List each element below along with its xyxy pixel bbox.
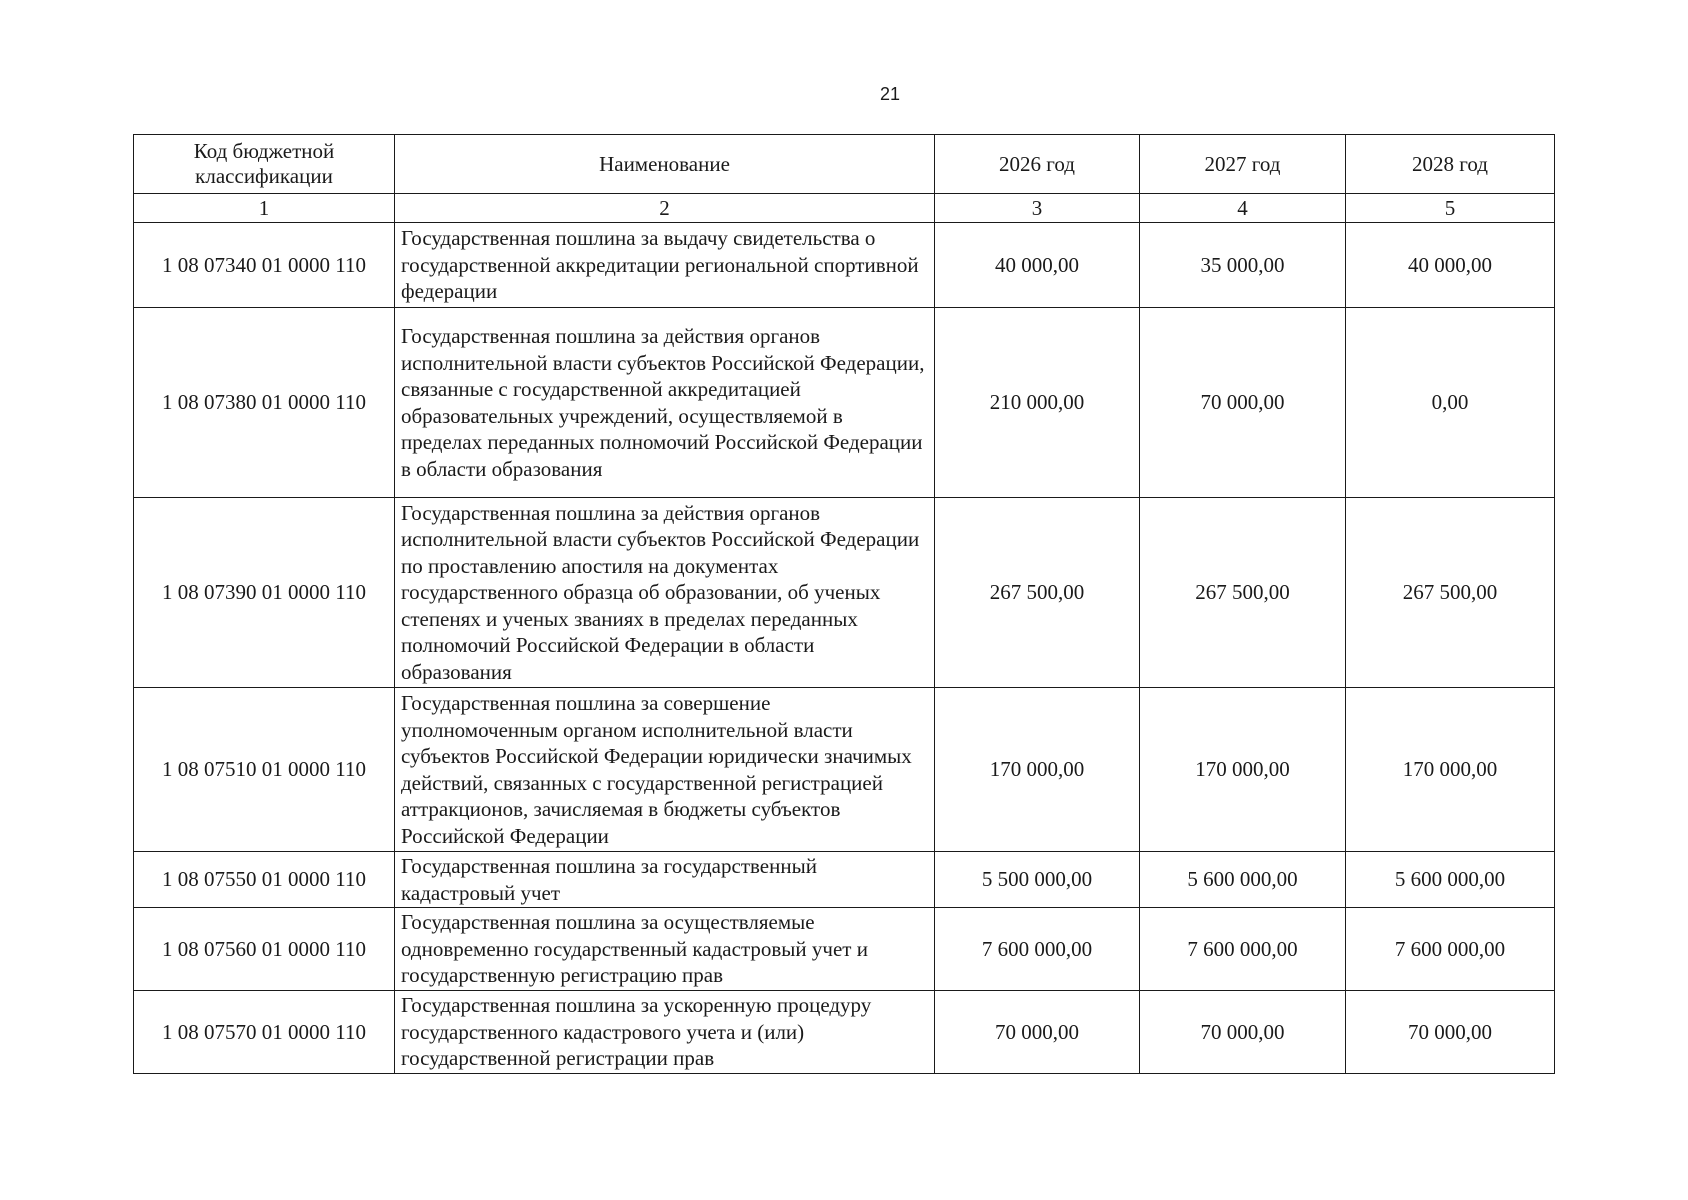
- row-code: 1 08 07340 01 0000 110: [134, 223, 395, 308]
- row-value-2027: 70 000,00: [1140, 991, 1346, 1074]
- row-code: 1 08 07560 01 0000 110: [134, 908, 395, 991]
- header-code: Код бюджетной классификации: [134, 135, 395, 194]
- row-name: Государственная пошлина за действия органов исполнительной власти субъектов Российской Федерации, связанные с государственной аккредитацией образовательных учреждений, осуществляемой в пределах переданных полномочий Российской Федерации в области образования: [395, 308, 935, 498]
- row-name: Государственная пошлина за совершение уполномоченным органом исполнительной власти субъектов Российской Федерации юридически значимых действий, связанных с государственной регистрацией аттракционов, зачисляемая в бюджеты субъектов Российской Федерации: [395, 688, 935, 852]
- row-name: Государственная пошлина за осуществляемые одновременно государственный кадастровый учет и государственную регистрацию прав: [395, 908, 935, 991]
- row-value-2028: 70 000,00: [1346, 991, 1555, 1074]
- column-number: 3: [935, 194, 1140, 223]
- page-number: 21: [879, 84, 901, 104]
- row-code: 1 08 07510 01 0000 110: [134, 688, 395, 852]
- row-value-2028: 7 600 000,00: [1346, 908, 1555, 991]
- row-code: 1 08 07380 01 0000 110: [134, 308, 395, 498]
- table-header-row: [134, 135, 1555, 194]
- row-value-2027: 70 000,00: [1140, 308, 1346, 498]
- table-row: [134, 498, 1555, 688]
- row-name: Государственная пошлина за государственный кадастровый учет: [395, 852, 935, 908]
- row-value-2028: 0,00: [1346, 308, 1555, 498]
- row-value-2026: 5 500 000,00: [935, 852, 1140, 908]
- column-number: 5: [1346, 194, 1555, 223]
- header-name: Наименование: [395, 135, 935, 194]
- row-code: 1 08 07570 01 0000 110: [134, 991, 395, 1074]
- row-value-2028: 5 600 000,00: [1346, 852, 1555, 908]
- row-value-2027: 170 000,00: [1140, 688, 1346, 852]
- table-row: [134, 688, 1555, 852]
- row-value-2026: 170 000,00: [935, 688, 1140, 852]
- budget-revenue-table: [133, 134, 1555, 1074]
- row-value-2028: 40 000,00: [1346, 223, 1555, 308]
- row-value-2027: 7 600 000,00: [1140, 908, 1346, 991]
- column-number: 4: [1140, 194, 1346, 223]
- row-value-2026: 267 500,00: [935, 498, 1140, 688]
- row-value-2026: 70 000,00: [935, 991, 1140, 1074]
- table-row: [134, 223, 1555, 308]
- row-value-2026: 40 000,00: [935, 223, 1140, 308]
- row-value-2027: 5 600 000,00: [1140, 852, 1346, 908]
- column-number-row: [134, 194, 1555, 223]
- row-value-2027: 35 000,00: [1140, 223, 1346, 308]
- row-value-2028: 267 500,00: [1346, 498, 1555, 688]
- table-row: [134, 852, 1555, 908]
- row-code: 1 08 07390 01 0000 110: [134, 498, 395, 688]
- row-name: Государственная пошлина за выдачу свидетельства о государственной аккредитации региональной спортивной федерации: [395, 223, 935, 308]
- row-value-2028: 170 000,00: [1346, 688, 1555, 852]
- row-name: Государственная пошлина за действия органов исполнительной власти субъектов Российской Федерации по проставлению апостиля на документах государственного образца об образовании, об ученых степенях и ученых званиях в пределах переданных полномочий Российской Федерации в области образования: [395, 498, 935, 688]
- row-code: 1 08 07550 01 0000 110: [134, 852, 395, 908]
- header-2028: 2028 год: [1346, 135, 1555, 194]
- row-value-2026: 7 600 000,00: [935, 908, 1140, 991]
- column-number: 1: [134, 194, 395, 223]
- table-row: [134, 308, 1555, 498]
- header-2027: 2027 год: [1140, 135, 1346, 194]
- row-name: Государственная пошлина за ускоренную процедуру государственного кадастрового учета и (или) государственной регистрации прав: [395, 991, 935, 1074]
- table-row: [134, 908, 1555, 991]
- header-2026: 2026 год: [935, 135, 1140, 194]
- row-value-2027: 267 500,00: [1140, 498, 1346, 688]
- table-row: [134, 991, 1555, 1074]
- column-number: 2: [395, 194, 935, 223]
- row-value-2026: 210 000,00: [935, 308, 1140, 498]
